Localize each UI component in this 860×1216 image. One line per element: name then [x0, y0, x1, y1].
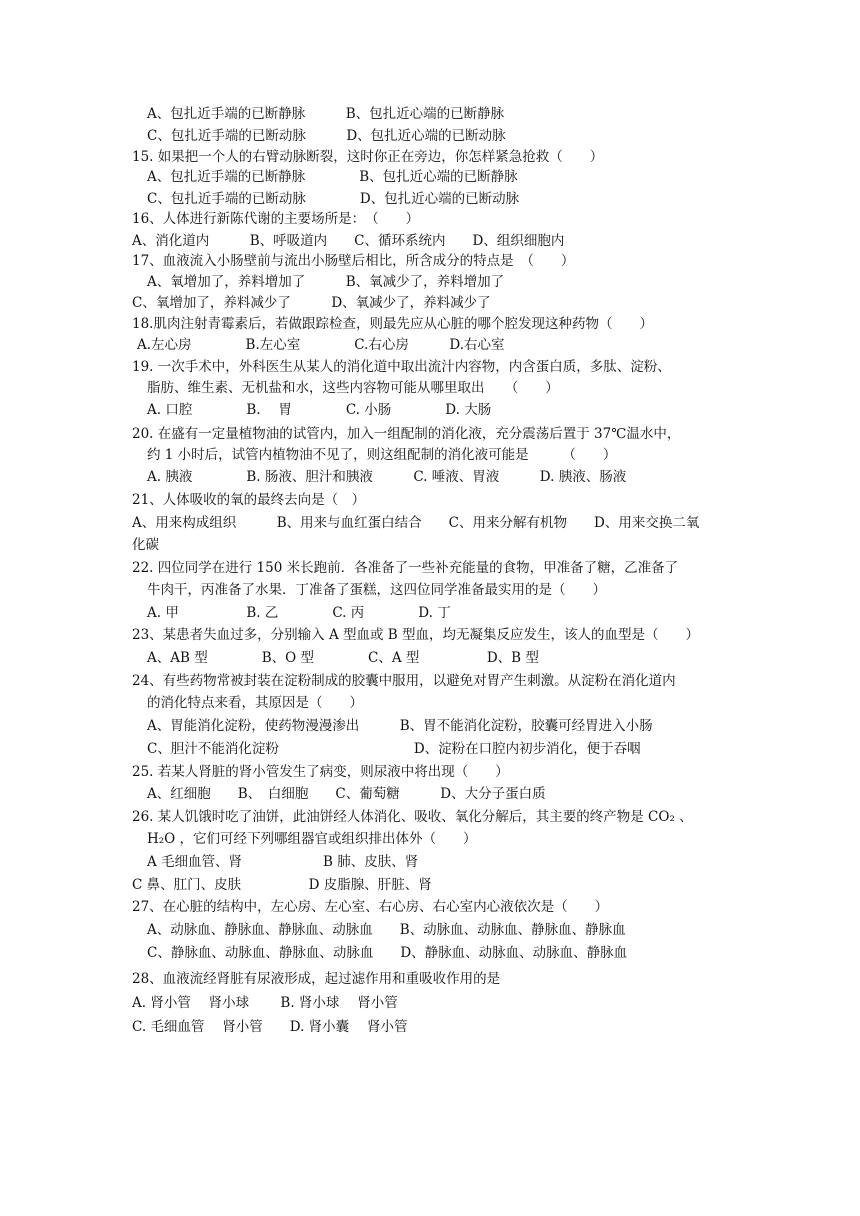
option-line: A. 口腔 B. 胃 C. 小肠 D. 大肠 [147, 402, 492, 418]
option-line: A. 甲 B. 乙 C. 丙 D. 丁 [147, 605, 451, 621]
question-line: 脂肪、维生素、无机盐和水，这些内容物可能从哪里取出 （ ） [147, 380, 559, 396]
question-line: 20. 在盛有一定量植物油的试管内，加入一组配制的消化液，充分震荡后置于 37℃温水中， [132, 426, 681, 442]
option-line: A. 胰液 B. 肠液、胆汁和胰液 C. 唾液、胃液 D. 胰液、肠液 [147, 469, 627, 485]
question-line: 的消化特点来看，其原因是（ ） [147, 695, 363, 711]
option-line: A、氧增加了，养料增加了 B、氧减少了，养料增加了 [147, 274, 505, 290]
option-line: A、AB 型 B、O 型 C、A 型 D、B 型 [147, 650, 539, 666]
option-line: A.左心房 B.左心室 C.右心房 D.右心室 [137, 337, 505, 353]
question-line: 27、在心脏的结构中，左心房、左心室、右心房、右心室内心液依次是（ ） [132, 899, 609, 915]
option-line: A、红细胞 B、 白细胞 C、葡萄糖 D、大分子蛋白质 [147, 786, 546, 802]
question-line: 28、血液流经肾脏有尿液形成，起过滤作用和重吸收作用的是 [132, 971, 501, 987]
question-line: 16、人体进行新陈代谢的主要场所是： （ ） [132, 211, 420, 227]
option-line: A、包扎近手端的已断静脉 B、包扎近心端的已断静脉 [147, 106, 505, 122]
option-line: A. 肾小管 肾小球 B. 肾小球 肾小管 [132, 995, 398, 1011]
question-line: 15. 如果把一个人的右臂动脉断裂，这时你正在旁边，你怎样紧急抢救（ ） [132, 149, 604, 165]
question-line: 25. 若某人肾脏的肾小管发生了病变，则尿液中将出现（ ） [132, 764, 509, 780]
question-line: 约 1 小时后，试管内植物油不见了，则这组配制的消化液可能是 （ ） [147, 447, 617, 463]
question-line: 19. 一次手术中，外科医生从某人的消化道中取出流汁内容物，内含蛋白质，多肽、淀粉、 [132, 359, 671, 375]
option-line: A、消化道内 B、呼吸道内 C、循环系统内 D、组织细胞内 [132, 233, 565, 249]
question-line: 18.肌肉注射青霉素后，若做跟踪检查，则最先应从心脏的哪个腔发现这种药物（ ） [132, 316, 653, 332]
option-line: C、静脉血、动脉血、静脉血、动脉血 D、静脉血、动脉血、动脉血、静脉血 [147, 945, 628, 961]
option-line: C. 毛细血管 肾小管 D. 肾小囊 肾小管 [132, 1019, 408, 1035]
question-line: 牛肉干，丙准备了水果．丁准备了蛋糕，这四位同学准备最实用的是（ ） [147, 582, 606, 598]
option-line: A、胃能消化淀粉，使药物漫漫渗出 B、胃不能消化淀粉，胶囊可经胃进入小肠 [147, 718, 653, 734]
question-line: 21、人体吸收的氧的最终去向是（ ） [132, 492, 366, 508]
question-line: 23、某患者失血过多，分别输入 A 型血或 B 型血，均无凝集反应发生，该人的血型是（ ） [132, 627, 700, 643]
question-line: 24、有些药物常被封装在淀粉制成的胶囊中服用，以避免对胃产生刺激。从淀粉在消化道内 [132, 673, 676, 689]
question-line: H₂O ，它们可经下列哪组器官或组织排出体外（ ） [147, 831, 477, 847]
option-line: C、包扎近手端的已断动脉 D、包扎近心端的已断动脉 [147, 191, 520, 207]
question-line: 17、血液流入小肠壁前与流出小肠壁后相比，所含成分的特点是 （ ） [132, 253, 575, 269]
option-line: A 毛细血管、肾 B 肺、皮肤、肾 [147, 854, 419, 870]
question-line: 22. 四位同学在进行 150 米长跑前．各准备了一些补充能量的食物，甲准备了糖，乙准备了 [132, 560, 679, 576]
option-line: C、胆汁不能消化淀粉 D、淀粉在口腔内初步消化，便于吞咽 [147, 741, 641, 757]
option-line: C、包扎近手端的已断动脉 D、包扎近心端的已断动脉 [147, 128, 506, 144]
option-line: C、氧增加了，养料减少了 D、氧减少了，养料减少了 [132, 295, 491, 311]
option-line: C 鼻、肛门、皮肤 D 皮脂腺、肝脏、肾 [132, 877, 432, 893]
option-line: A、用来构成组织 B、用来与血红蛋白结合 C、用来分解有机物 D、用来交换二氧 [132, 515, 700, 531]
option-line: A、动脉血、静脉血、静脉血、动脉血 B、动脉血、动脉血、静脉血、静脉血 [147, 922, 626, 938]
option-line: A、包扎近手端的已断静脉 B、包扎近心端的已断静脉 [147, 169, 518, 185]
question-line: 26. 某人饥饿时吃了油饼，此油饼经人体消化、吸收、氧化分解后，其主要的终产物是 CO₂ 、 [132, 809, 693, 825]
option-line: 化碳 [132, 537, 159, 553]
